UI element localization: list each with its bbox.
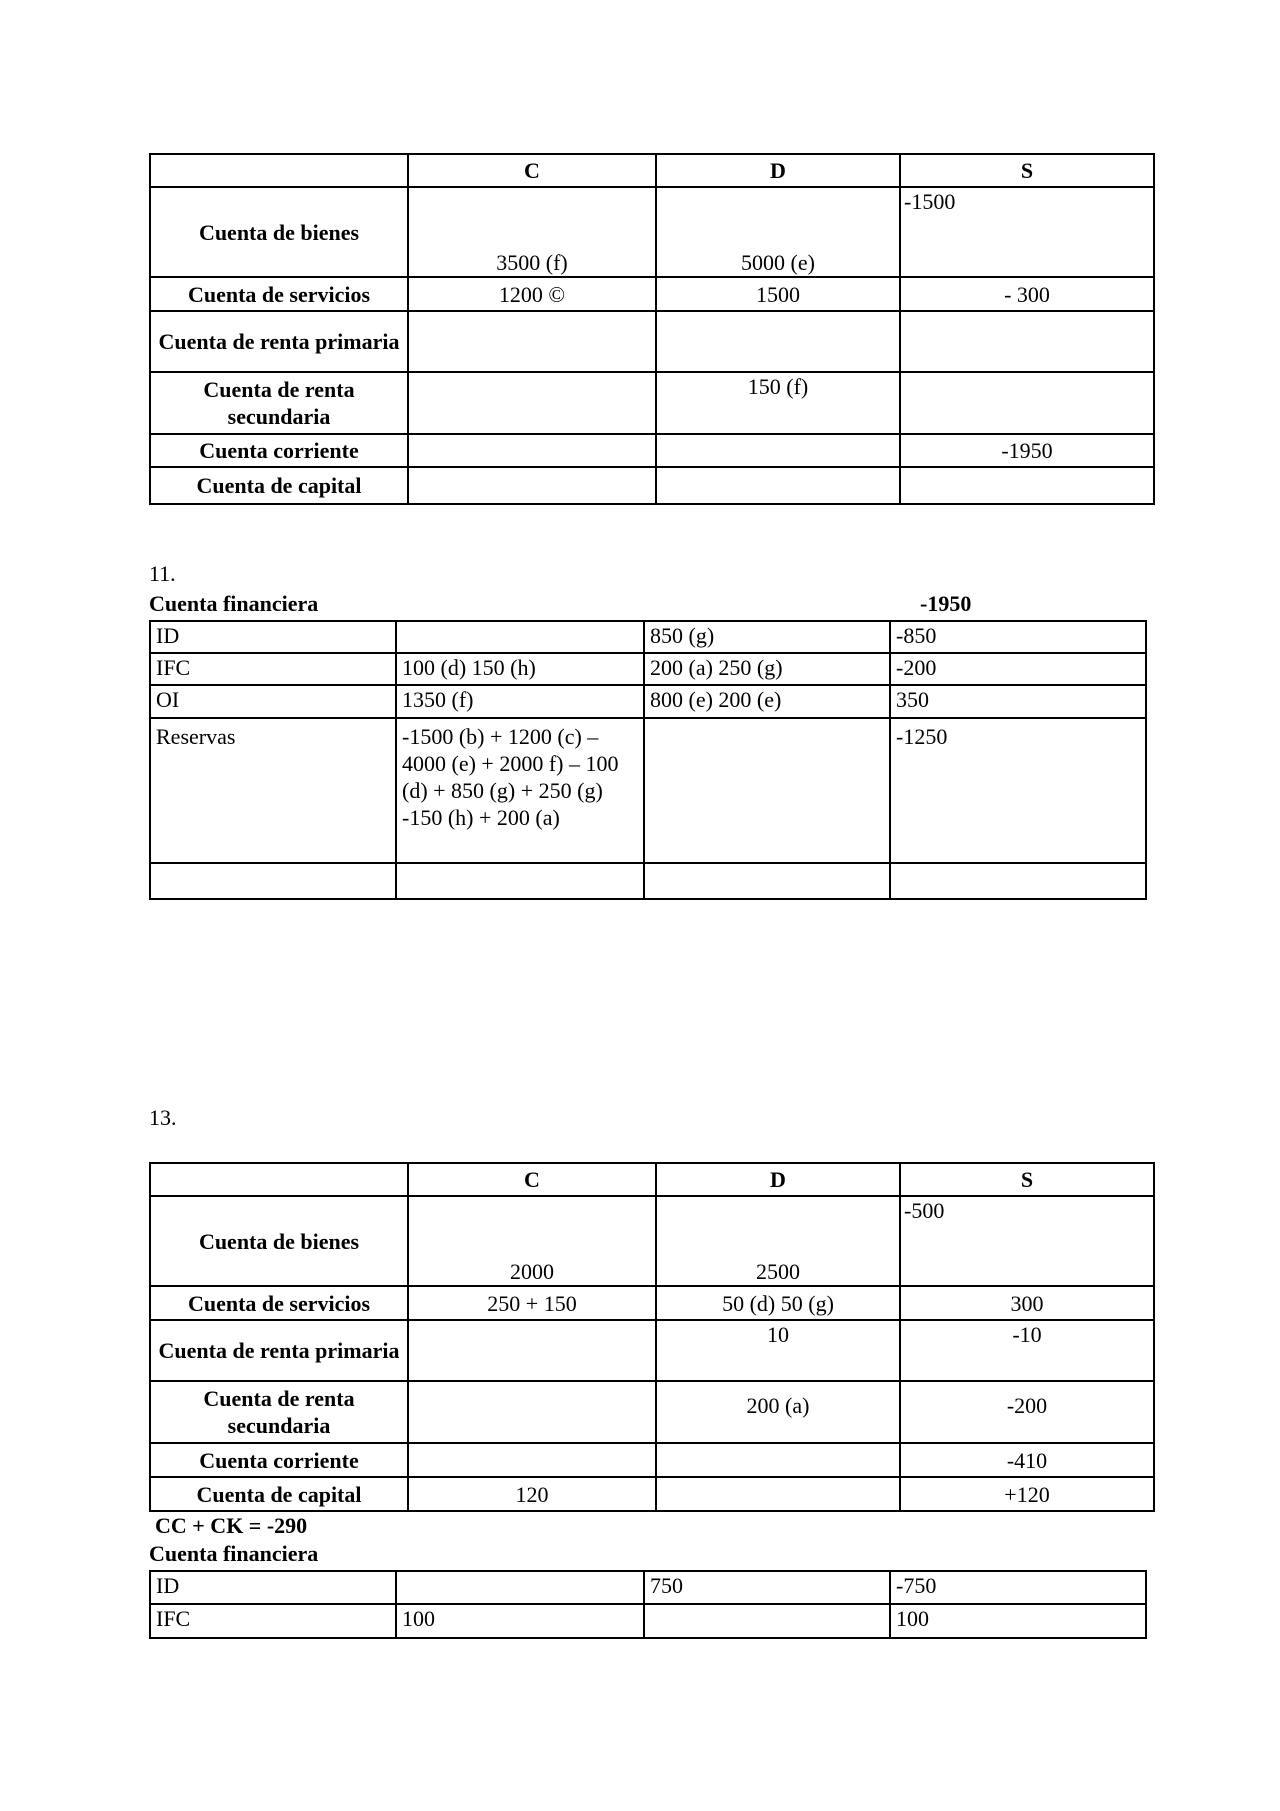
cell-c xyxy=(408,1320,656,1381)
row-label: ID xyxy=(150,621,396,653)
financial-account-table-11 xyxy=(149,620,1147,900)
cell-s: -1250 xyxy=(890,718,1146,863)
cell-d: 200 (a) 250 (g) xyxy=(644,653,890,685)
cell-c: 1350 (f) xyxy=(396,685,644,718)
section-title: Cuenta financiera xyxy=(149,1541,319,1566)
cell-d: 200 (a) xyxy=(656,1381,900,1443)
section-title: Cuenta financiera xyxy=(149,591,319,616)
row-label: Cuenta de servicios xyxy=(150,277,408,311)
row-label xyxy=(150,863,396,899)
cell-d xyxy=(656,1443,900,1477)
header-s: S xyxy=(900,154,1154,187)
cell-d: 2500 xyxy=(656,1196,900,1286)
cell-d: 5000 (e) xyxy=(656,187,900,277)
cell-s: -850 xyxy=(890,621,1146,653)
row-label: OI xyxy=(150,685,396,718)
cell-c: -1500 (b) + 1200 (c) – 4000 (e) + 2000 f) – 100 (d) + 850 (g) + 250 (g) -150 (h) + 200 (a) xyxy=(396,718,644,863)
cell-d: 1500 xyxy=(656,277,900,311)
row-label: Cuenta de renta secundaria xyxy=(150,372,408,434)
cell-s: 100 xyxy=(890,1604,1146,1638)
cell-c xyxy=(408,434,656,467)
cell-s: 300 xyxy=(900,1286,1154,1320)
cell-c: 250 + 150 xyxy=(408,1286,656,1320)
row-label: Cuenta de capital xyxy=(150,1477,408,1511)
cell-c xyxy=(408,372,656,434)
cell-c xyxy=(408,1443,656,1477)
cell-c xyxy=(396,1571,644,1604)
cell-s: -500 xyxy=(900,1196,1154,1286)
cell-s: -10 xyxy=(900,1320,1154,1381)
row-label: Cuenta de renta primaria xyxy=(150,311,408,372)
balance-table-1 xyxy=(149,153,1155,505)
cell-c xyxy=(396,863,644,899)
header-d: D xyxy=(656,154,900,187)
cell-c: 1200 © xyxy=(408,277,656,311)
section-number: 13. xyxy=(149,1105,177,1130)
section-number: 11. xyxy=(149,561,176,586)
row-label: ID xyxy=(150,1571,396,1604)
cell-s: - 300 xyxy=(900,277,1154,311)
header-c: C xyxy=(408,1163,656,1196)
cell-c: 100 (d) 150 (h) xyxy=(396,653,644,685)
row-label: Cuenta de servicios xyxy=(150,1286,408,1320)
cell-d xyxy=(656,311,900,372)
financial-account-table-13 xyxy=(149,1570,1147,1639)
cell-s xyxy=(900,311,1154,372)
cell-s: -750 xyxy=(890,1571,1146,1604)
row-label: Cuenta de bienes xyxy=(150,1196,408,1286)
cell-d xyxy=(656,467,900,504)
cell-d: 850 (g) xyxy=(644,621,890,653)
row-label: IFC xyxy=(150,1604,396,1638)
cell-s: -200 xyxy=(900,1381,1154,1443)
row-label: Cuenta de renta primaria xyxy=(150,1320,408,1381)
row-label: Reservas xyxy=(150,718,396,863)
row-label: Cuenta corriente xyxy=(150,434,408,467)
cell-c: 100 xyxy=(396,1604,644,1638)
cell-c: 2000 xyxy=(408,1196,656,1286)
cell-s xyxy=(900,467,1154,504)
header-s: S xyxy=(900,1163,1154,1196)
cell-s: -200 xyxy=(890,653,1146,685)
cell-d: 750 xyxy=(644,1571,890,1604)
row-label: Cuenta de renta secundaria xyxy=(150,1381,408,1443)
row-label: Cuenta de capital xyxy=(150,467,408,504)
cell-d: 150 (f) xyxy=(656,372,900,434)
balance-table-13 xyxy=(149,1162,1155,1512)
row-label: Cuenta de bienes xyxy=(150,187,408,277)
cell-d: 800 (e) 200 (e) xyxy=(644,685,890,718)
cell-c xyxy=(408,311,656,372)
cell-d xyxy=(644,1604,890,1638)
row-label: IFC xyxy=(150,653,396,685)
header-c: C xyxy=(408,154,656,187)
cell-d xyxy=(656,1477,900,1511)
cell-c xyxy=(408,467,656,504)
cell-s xyxy=(900,372,1154,434)
cell-s: -1500 xyxy=(900,187,1154,277)
cell-s: +120 xyxy=(900,1477,1154,1511)
cell-s: 350 xyxy=(890,685,1146,718)
header-d: D xyxy=(656,1163,900,1196)
cell-d xyxy=(656,434,900,467)
cell-c: 120 xyxy=(408,1477,656,1511)
cell-c xyxy=(396,621,644,653)
cell-c: 3500 (f) xyxy=(408,187,656,277)
cell-d xyxy=(644,718,890,863)
cell-c xyxy=(408,1381,656,1443)
section-total: -1950 xyxy=(920,591,972,616)
cell-s xyxy=(890,863,1146,899)
cell-s: -410 xyxy=(900,1443,1154,1477)
cell-d: 50 (d) 50 (g) xyxy=(656,1286,900,1320)
row-label: Cuenta corriente xyxy=(150,1443,408,1477)
header-cell xyxy=(150,154,408,187)
balance-summary: CC + CK = -290 xyxy=(155,1513,308,1538)
cell-s: -1950 xyxy=(900,434,1154,467)
cell-d xyxy=(644,863,890,899)
cell-d: 10 xyxy=(656,1320,900,1381)
header-cell xyxy=(150,1163,408,1196)
